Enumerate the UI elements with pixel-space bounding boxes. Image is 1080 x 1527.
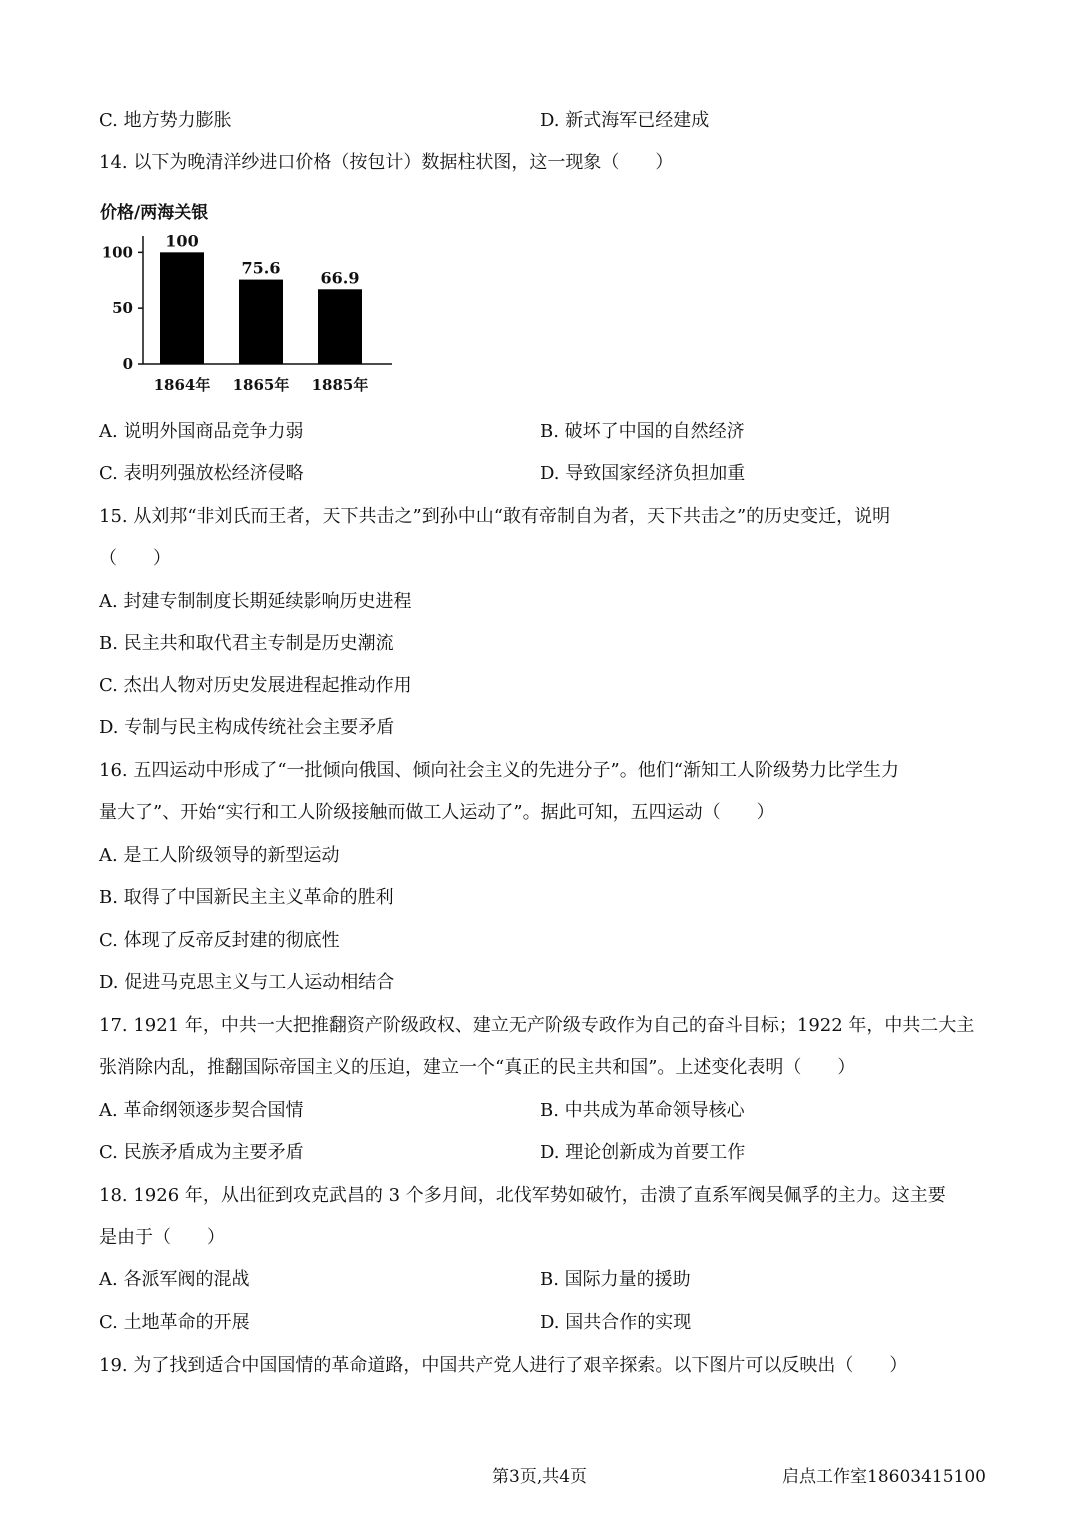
q16-option-b: B. 取得了中国新民主主义革命的胜利 xyxy=(99,887,394,908)
x-category-label: 1865年 xyxy=(232,376,290,394)
q17-option-d: D. 理论创新成为首要工作 xyxy=(540,1142,746,1163)
q16-option-a: A. 是工人阶级领导的新型运动 xyxy=(99,845,340,866)
q18-option-b: B. 国际力量的援助 xyxy=(540,1269,691,1290)
studio-contact: 启点工作室18603415100 xyxy=(782,1467,986,1487)
q17-stem-line2: 张消除内乱，推翻国际帝国主义的压迫，建立一个“真正的民主共和国”。上述变化表明（ ） xyxy=(99,1057,856,1078)
yarn-price-bar-chart xyxy=(96,196,406,406)
bar-value-label: 75.6 xyxy=(241,258,281,278)
q13-option-d: D. 新式海军已经建成 xyxy=(540,110,710,131)
q18-stem-line1: 18. 1926 年，从出征到攻克武昌的 3 个多月间，北伐军势如破竹，击溃了直系军阀吴佩孚的主力。这主要 xyxy=(99,1185,946,1206)
x-category-label: 1885年 xyxy=(311,376,369,394)
y-tick-label: 0 xyxy=(122,355,133,373)
q14-option-d: D. 导致国家经济负担加重 xyxy=(540,463,746,484)
q17-option-c: C. 民族矛盾成为主要矛盾 xyxy=(99,1142,304,1163)
q15-option-d: D. 专制与民主构成传统社会主要矛盾 xyxy=(99,717,395,738)
y-tick-label: 50 xyxy=(112,299,133,318)
bar-2 xyxy=(239,280,283,364)
chart-title: 价格/两海关银 xyxy=(100,203,209,223)
q19-stem: 19. 为了找到适合中国国情的革命道路，中国共产党人进行了艰辛探索。以下图片可以反映出（ ） xyxy=(99,1355,908,1376)
q16-stem-line2: 量大了”、开始“实行和工人阶级接触而做工人运动了”。据此可知，五四运动（ ） xyxy=(99,802,775,823)
q18-option-a: A. 各派军阀的混战 xyxy=(99,1269,250,1290)
q14-stem: 14. 以下为晚清洋纱进口价格（按包计）数据柱状图，这一现象（ ） xyxy=(99,152,674,173)
bar-value-label: 100 xyxy=(165,231,199,251)
q16-option-c: C. 体现了反帝反封建的彻底性 xyxy=(99,930,340,951)
q18-stem-line2: 是由于（ ） xyxy=(99,1227,225,1248)
q13-option-c: C. 地方势力膨胀 xyxy=(99,110,232,131)
y-tick-label: 100 xyxy=(101,243,133,262)
q15-stem-line2: （ ） xyxy=(99,548,171,569)
q14-option-a: A. 说明外国商品竞争力弱 xyxy=(99,421,304,442)
q15-option-c: C. 杰出人物对历史发展进程起推动作用 xyxy=(99,675,412,696)
bar-1 xyxy=(160,252,204,364)
q14-option-b: B. 破坏了中国的自然经济 xyxy=(540,421,745,442)
q17-option-a: A. 革命纲领逐步契合国情 xyxy=(99,1100,304,1121)
q14-option-c: C. 表明列强放松经济侵略 xyxy=(99,463,304,484)
q15-option-a: A. 封建专制制度长期延续影响历史进程 xyxy=(99,591,412,612)
x-category-label: 1864年 xyxy=(153,376,211,394)
q16-stem-line1: 16. 五四运动中形成了“一批倾向俄国、倾向社会主义的先进分子”。他们“渐知工人阶级势力比学生力 xyxy=(99,760,899,781)
q18-option-c: C. 土地革命的开展 xyxy=(99,1312,250,1333)
q17-option-b: B. 中共成为革命领导核心 xyxy=(540,1100,745,1121)
q16-option-d: D. 促进马克思主义与工人运动相结合 xyxy=(99,972,395,993)
bar-value-label: 66.9 xyxy=(320,268,360,288)
q17-stem-line1: 17. 1921 年，中共一大把推翻资产阶级政权、建立无产阶级专政作为自己的奋斗目标；1922 年，中共二大主 xyxy=(99,1015,975,1036)
q15-stem-line1: 15. 从刘邦“非刘氏而王者，天下共击之”到孙中山“敢有帝制自为者，天下共击之”的历史变迁，说明 xyxy=(99,506,891,527)
bar-3 xyxy=(318,289,362,364)
page-number: 第3页,共4页 xyxy=(492,1467,588,1487)
q15-option-b: B. 民主共和取代君主专制是历史潮流 xyxy=(99,633,394,654)
q18-option-d: D. 国共合作的实现 xyxy=(540,1312,692,1333)
